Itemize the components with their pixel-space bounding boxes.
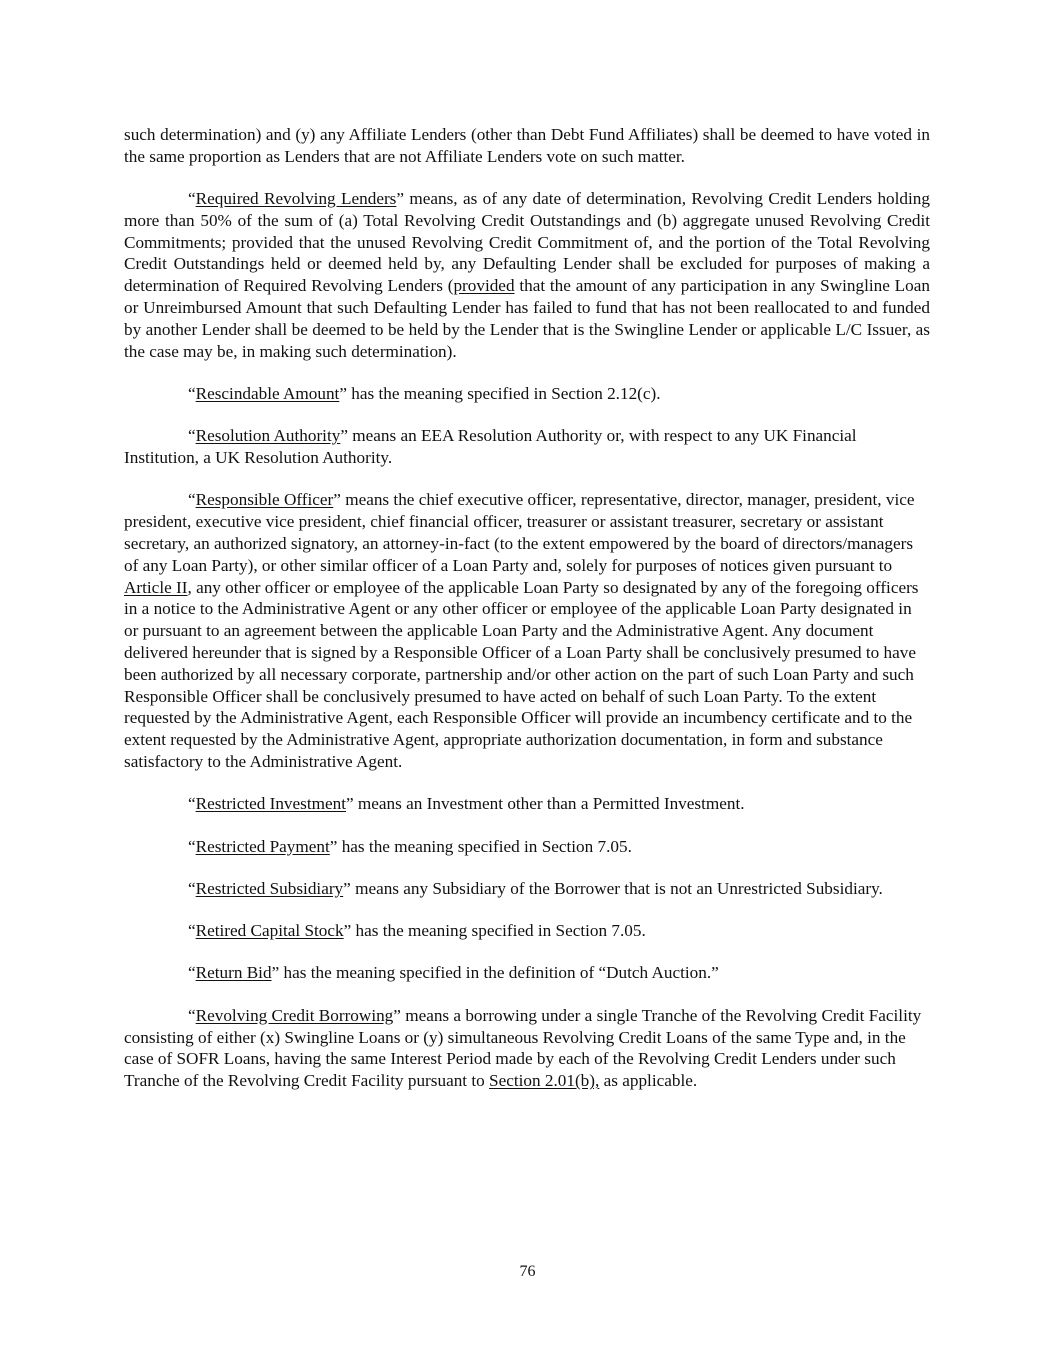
definition-text: ” means the chief executive officer, representative, director, manager, president, vice president, executive vice president, chief financial officer, treasurer or assistant treasurer, secretary or assistant secretary, an authorized signatory, an attorney-in-fact (to the extent empowered by the board of directors/managers of any Loan Party), or other similar officer of a Loan Party and, solely for purposes of notices given pursuant to bbox=[124, 490, 915, 575]
definition-text: ” means an Investment other than a Permitted Investment. bbox=[346, 794, 745, 814]
defined-term: Restricted Subsidiary bbox=[195, 878, 344, 898]
definition-return-bid: “Return Bid” has the meaning specified in the definition of “Dutch Auction.” bbox=[188, 963, 719, 983]
defined-term: Required Revolving Lenders bbox=[195, 189, 397, 209]
definition-revolving-credit-borrowing: “Revolving Credit Borrowing” means a borrowing under a single Tranche of the Revolving Credit Facility consisting of either (x) Swingline Loans or (y) simultaneous Revolving Credit Loans of the same Type and, in the case of SOFR Loans, having the same Interest Period made by each of the Revolving Credit Lenders under such Tranche of the Revolving Credit Facility pursuant to Section 2.01(b), as applicable. bbox=[124, 1005, 922, 1091]
page-number: 76 bbox=[519, 1263, 536, 1280]
definition-text: ” has the meaning specified in Section 7.05. bbox=[343, 921, 646, 941]
definition-restricted-subsidiary: “Restricted Subsidiary” means any Subsidiary of the Borrower that is not an Unrestricted Subsidiary. bbox=[188, 878, 883, 898]
definition-resolution-authority: “Resolution Authority” means an EEA Resolution Authority or, with respect to any UK Financial Institution, a UK Resolution Authority. bbox=[124, 426, 857, 468]
defined-term: Return Bid bbox=[195, 963, 272, 983]
paragraph-text: such determination) and (y) any Affiliate Lenders (other than Debt Fund Affiliates) shall be deemed to have voted in the same proportion as Lenders that are not Affiliate Lenders vote on such matter. bbox=[124, 125, 930, 166]
definition-required-revolving-lenders: “Required Revolving Lenders” means, as of any date of determination, Revolving Credit Lenders holding more than 50% of the sum of (a) Total Revolving Credit Outstandings and (b) aggregate unused Revolving Credit Commitments; provided that the unused Revolving Credit Commitment of, and the portion of the Total Revolving Credit Outstandings held or deemed held by, any Defaulting Lender shall be excluded for purposes of making a determination of Required Revolving Lenders (provided that the amount of any participation in any Swingline Loan or Unreimbursed Amount that such Defaulting Lender has failed to fund that has not been reallocated to and funded by another Lender shall be deemed to be held by the Lender that is the Swingline Lender or applicable L/C Issuer, as the case may be, in making such determination). bbox=[124, 189, 930, 361]
definition-text: , any other officer or employee of the applicable Loan Party so designated by any of the foregoing officers in a notice to the Administrative Agent or any other officer or employee of the applicable Loan Party designated in or pursuant to an agreement between the applicable Loan Party and the Administrative Agent. Any document delivered hereunder that is signed by a Responsible Officer of a Loan Party shall be conclusively presumed to have been authorized by all necessary corporate, partnership and/or other action on the part of such Loan Party and such Responsible Officer shall be conclusively presumed to have acted on behalf of such Loan Party. To the extent requested by the Administrative Agent, each Responsible Officer will provide an incumbency certificate and to the extent requested by the Administrative Agent, appropriate authorization documentation, in form and substance satisfactory to the Administrative Agent. bbox=[124, 577, 919, 771]
defined-term: Restricted Payment bbox=[195, 836, 330, 856]
definition-text: ” has the meaning specified in the definition of “Dutch Auction.” bbox=[271, 963, 719, 983]
definition-text: ” means, as of any date of determination, Revolving Credit Lenders holding more than 50% of the sum of (a) Total Revolving Credit Outstandings and (b) aggregate unused Revolving Credit Commitments; provided that the unused Revolving Credit Commitment of, and the portion of the Total Revolving Credit Outstandings held or deemed held by, any Defaulting Lender shall be excluded for purposes of making a determination of Required Revolving Lenders ( bbox=[124, 189, 930, 296]
defined-term: Restricted Investment bbox=[195, 794, 346, 814]
cross-reference: Article II bbox=[124, 577, 188, 597]
definition-rescindable-amount: “Rescindable Amount” has the meaning specified in Section 2.12(c). bbox=[188, 383, 661, 403]
defined-term: Retired Capital Stock bbox=[195, 921, 344, 941]
defined-term: Responsible Officer bbox=[195, 490, 334, 510]
definition-text: ” means any Subsidiary of the Borrower that is not an Unrestricted Subsidiary. bbox=[343, 878, 883, 898]
defined-term: Resolution Authority bbox=[195, 426, 341, 446]
definition-restricted-investment: “Restricted Investment” means an Investment other than a Permitted Investment. bbox=[188, 794, 745, 814]
defined-term: Rescindable Amount bbox=[195, 383, 340, 403]
definition-restricted-payment: “Restricted Payment” has the meaning specified in Section 7.05. bbox=[188, 836, 632, 856]
definition-text: ” means a borrowing under a single Tranche of the Revolving Credit Facility consisting of either (x) Swingline Loans or (y) simultaneous Revolving Credit Loans of the same Type and, in the case of SOFR Loans, having the same Interest Period made by each of the Revolving Credit Lenders under such Tranche of the Revolving Credit Facility pursuant to bbox=[124, 1005, 922, 1091]
document-page bbox=[124, 124, 930, 1112]
definition-text: as applicable. bbox=[599, 1071, 698, 1091]
definition-retired-capital-stock: “Retired Capital Stock” has the meaning specified in Section 7.05. bbox=[188, 921, 646, 941]
paragraph-continuation bbox=[124, 124, 930, 168]
definition-text: ” has the meaning specified in Section 7.05. bbox=[329, 836, 632, 856]
definition-text: ” means an EEA Resolution Authority or, with respect to any UK Financial Institution, a UK Resolution Authority. bbox=[124, 426, 857, 468]
cross-reference: Section 2.01(b), bbox=[489, 1071, 600, 1091]
definition-text: that the amount of any participation in any Swingline Loan or Unreimbursed Amount that such Defaulting Lender has failed to fund that has not been reallocated to and funded by another Lender shall be deemed to be held by the Lender that is the Swingline Lender or applicable L/C Issuer, as the case may be, in making such determination). bbox=[124, 276, 930, 361]
definition-responsible-officer: “Responsible Officer” means the chief executive officer, representative, director, manager, president, vice president, executive vice president, chief financial officer, treasurer or assistant treasurer, secretary or assistant secretary, an authorized signatory, an attorney-in-fact (to the extent empowered by the board of directors/managers of any Loan Party), or other similar officer of a Loan Party and, solely for purposes of notices given pursuant to Article II, any other officer or employee of the applicable Loan Party so designated by any of the foregoing officers in a notice to the Administrative Agent or any other officer or employee of the applicable Loan Party designated in or pursuant to an agreement between the applicable Loan Party and the Administrative Agent. Any document delivered hereunder that is signed by a Responsible Officer of a Loan Party shall be conclusively presumed to have been authorized by all necessary corporate, partnership and/or other action on the part of such Loan Party and such Responsible Officer shall be conclusively presumed to have acted on behalf of such Loan Party. To the extent requested by the Administrative Agent, each Responsible Officer will provide an incumbency certificate and to the extent requested by the Administrative Agent, appropriate authorization documentation, in form and substance satisfactory to the Administrative Agent. bbox=[124, 490, 919, 771]
defined-term: Revolving Credit Borrowing bbox=[195, 1005, 394, 1025]
underlined-word: provided bbox=[453, 276, 515, 296]
definition-text: ” has the meaning specified in Section 2.12(c). bbox=[339, 383, 661, 403]
